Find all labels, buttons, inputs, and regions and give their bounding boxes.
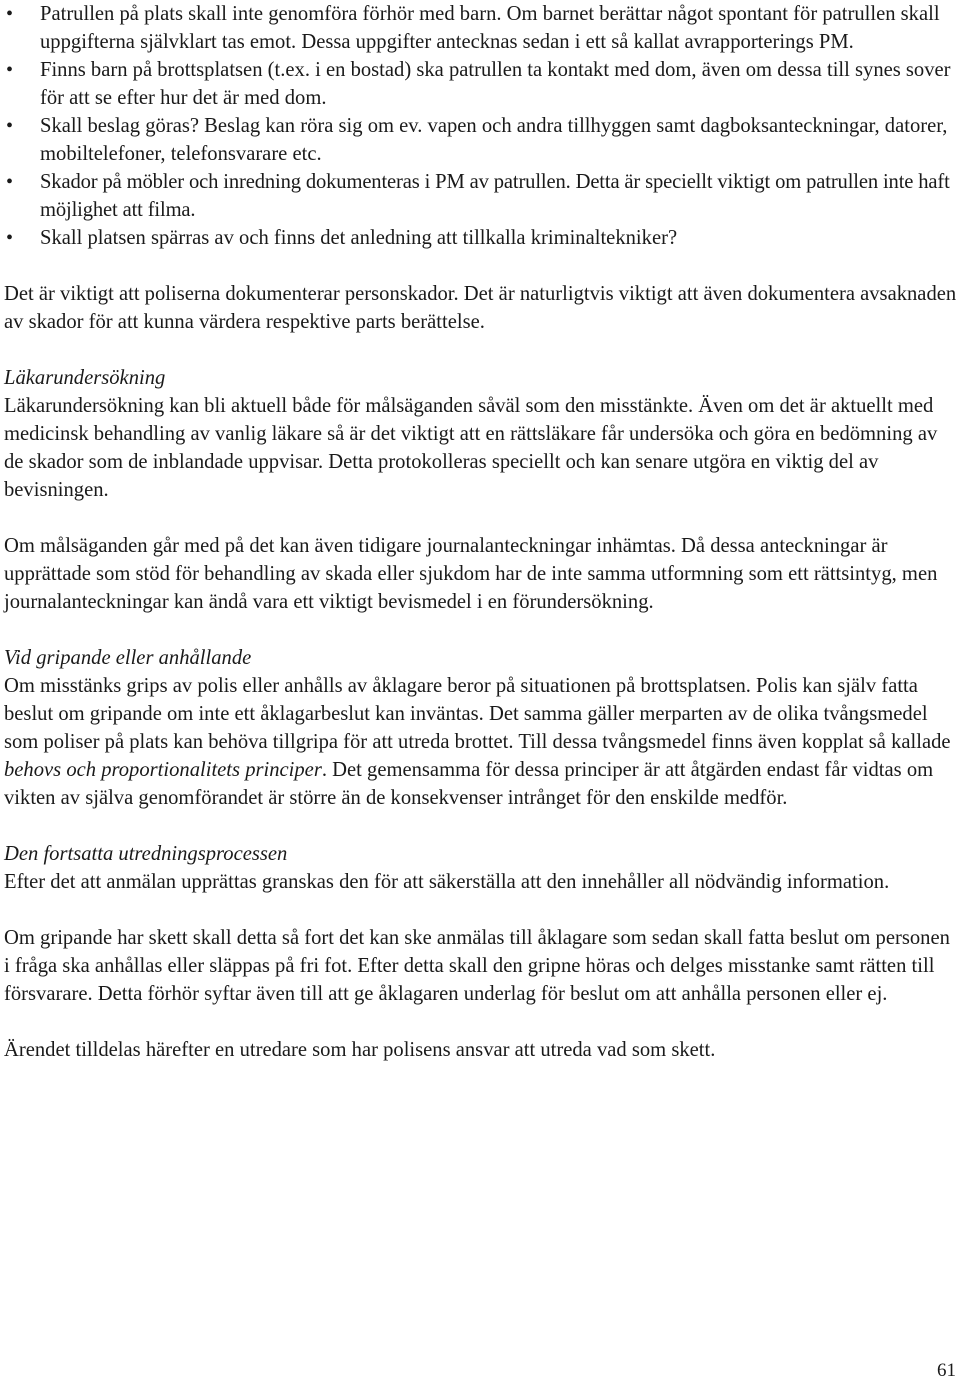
paragraph-personskador: Det är viktigt att poliserna dokumenterar personskador. Det är naturligtvis viktigt att även dokumentera avsaknaden av skador för att kunna värdera respektive parts berättelse. xyxy=(4,283,957,333)
list-item-text: Skall beslag göras? Beslag kan röra sig om ev. vapen och andra tillhyggen samt dagboksanteckningar, datorer, mobiltelefoner, telefonsvarare etc. xyxy=(40,115,948,165)
document-page xyxy=(4,0,960,1064)
bullet-icon: • xyxy=(6,115,14,137)
page-number: 61 xyxy=(937,1360,956,1381)
paragraph-arendet: Ärendet tilldelas härefter en utredare som har polisens ansvar att utreda vad som skett. xyxy=(4,1039,716,1061)
list-item-text: Finns barn på brottsplatsen (t.ex. i en bostad) ska patrullen ta kontakt med dom, även om dessa till synes sover för att se efter hur det är med dom. xyxy=(40,59,951,109)
list-item xyxy=(4,168,960,224)
section-heading-gripande: Vid gripande eller anhållande xyxy=(4,647,252,669)
paragraph-lakarundersokning: Läkarundersökning kan bli aktuell både för målsäganden såväl som den misstänkte. Även om det är aktuellt med medicinsk behandling av vanlig läkare så är det viktigt att en rättsläkare får undersöka och göra en bedömning av de skador som de inblandade uppvisar. Detta protokolleras speciellt och kan senare utgöra en viktig del av bevisningen. xyxy=(4,395,938,501)
paragraph-journalanteckningar: Om målsäganden går med på det kan även tidigare journalanteckningar inhämtas. Då dessa anteckningar är upprättade som stöd för behandling av skada eller sjukdom har de inte samma utformning som ett rättsintyg, men journalanteckningar kan ändå vara ett viktigt bevismedel i en förundersökning. xyxy=(4,535,938,613)
bullet-icon: • xyxy=(6,171,13,193)
paragraph-fortsatta: Efter det att anmälan upprättas granskas den för att säkerställa att den innehåller all nödvändig information. xyxy=(4,871,890,893)
section-heading-fortsatta: Den fortsatta utredningsprocessen xyxy=(4,843,288,865)
paragraph-gripande xyxy=(4,672,960,812)
list-item xyxy=(4,56,960,112)
list-item-text: Skall platsen spärras av och finns det anledning att tillkalla kriminaltekniker? xyxy=(40,227,678,249)
bullet-icon: • xyxy=(6,227,14,249)
list-item xyxy=(4,112,960,168)
list-item-text: Skador på möbler och inredning dokumenteras i PM av patrullen. Detta är speciellt viktigt om patrullen inte haft möjlighet att filma. xyxy=(40,171,950,221)
paragraph-gripande-end: . Det gemensamma för dessa principer är att åtgärden endast får vidtas om vikten av själva genomförandet är större än de konsekvenser intrånget för den enskilde medför. xyxy=(4,759,934,809)
list-item xyxy=(4,224,960,252)
list-item-text: Patrullen på plats skall inte genomföra förhör med barn. Om barnet berättar något spontant för patrullen skall uppgifterna självklart tas emot. Dessa uppgifter antecknas sedan i ett så kallat avrapporterings PM. xyxy=(40,3,940,53)
paragraph-gripande-anmalan: Om gripande har skett skall detta så fort det kan ske anmälas till åklagare som sedan skall fatta beslut om personen i fråga ska anhållas eller släppas på fri fot. Efter detta skall den gripne höras och delges misstanke samt rätten till försvarare. Detta förhör syftar även till att ge åklagaren underlag för beslut om att anhålla personen eller ej. xyxy=(4,927,950,1005)
bullet-icon: • xyxy=(6,3,14,25)
bullet-list xyxy=(4,0,960,252)
section-heading-lakarundersokning: Läkarundersökning xyxy=(4,367,166,389)
paragraph-gripande-start: Om misstänks grips av polis eller anhålls av åklagare beror på situationen på brottsplatsen. Polis kan själv fatta beslut om gripande om inte ett åklagarbeslut kan inväntas. Det samma gäller merparten av de olika tvångsmedel som poliser på plats kan behöva tillgripa för att utreda brottet. Till dessa tvångsmedel finns även kopplat så kallade xyxy=(4,675,951,753)
paragraph-gripande-emphasis: behovs och proportionalitets principer xyxy=(4,759,322,781)
bullet-icon: • xyxy=(6,59,14,81)
list-item xyxy=(4,0,960,56)
